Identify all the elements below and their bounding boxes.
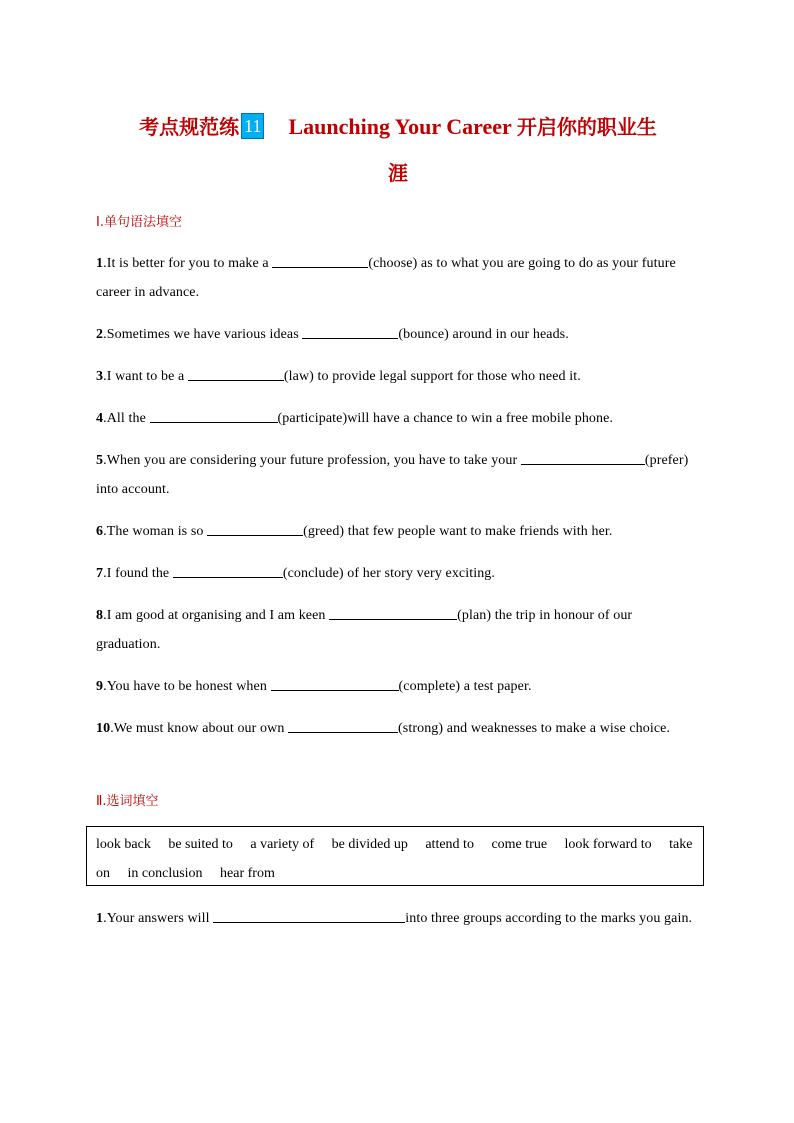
title-chinese: 开启你的职业生 — [516, 115, 657, 139]
word-bank-item: a variety of — [250, 837, 315, 852]
question-4: 4.All the (participate)will have a chance to win a free mobile phone. — [96, 404, 698, 433]
title-prefix: 考点规范练 — [139, 115, 240, 139]
question-2-1: 1.Your answers will into three groups according to the marks you gain. — [96, 904, 698, 933]
exercise-number-badge: 11 — [241, 113, 264, 139]
answer-blank[interactable] — [188, 366, 284, 381]
word-bank-item: be divided up — [331, 837, 408, 852]
question-9: 9.You have to be honest when (complete) a test paper. — [96, 672, 698, 701]
word-bank-item: take on — [96, 837, 693, 881]
answer-blank[interactable] — [329, 605, 457, 620]
word-bank-item: attend to — [425, 837, 474, 852]
question-6: 6.The woman is so (greed) that few people want to make friends with her. — [96, 517, 698, 546]
answer-blank[interactable] — [213, 908, 405, 923]
question-3: 3.I want to be a (law) to provide legal support for those who need it. — [96, 362, 698, 391]
word-bank-item: in conclusion — [127, 866, 203, 881]
question-1: 1.It is better for you to make a (choose) as to what you are going to do as your future career in advance. — [96, 249, 698, 307]
question-8: 8.I am good at organising and I am keen (plan) the trip in honour of our graduation. — [96, 601, 698, 659]
answer-blank[interactable] — [288, 718, 398, 733]
question-5: 5.When you are considering your future profession, you have to take your (prefer) into account. — [96, 446, 698, 504]
section-heading-1: Ⅰ.单句语法填空 — [96, 215, 182, 230]
word-bank — [86, 826, 704, 886]
word-bank-item: hear from — [220, 866, 275, 881]
answer-blank[interactable] — [173, 563, 283, 578]
word-bank-item: be suited to — [168, 837, 233, 852]
question-2: 2.Sometimes we have various ideas (bounce) around in our heads. — [96, 320, 698, 349]
answer-blank[interactable] — [271, 676, 399, 691]
answer-blank[interactable] — [272, 253, 368, 268]
title-chinese-continued: 涯 — [388, 161, 408, 185]
question-7: 7.I found the (conclude) of her story very exciting. — [96, 559, 698, 588]
word-bank-item: come true — [491, 837, 548, 852]
answer-blank[interactable] — [150, 408, 278, 423]
word-bank-item: look forward to — [564, 837, 652, 852]
answer-blank[interactable] — [521, 450, 645, 465]
answer-blank[interactable] — [207, 521, 303, 536]
page-title — [96, 104, 700, 196]
question-10: 10.We must know about our own (strong) and weaknesses to make a wise choice. — [96, 714, 698, 743]
word-bank-item: look back — [96, 837, 151, 852]
title-english: Launching Your Career — [288, 114, 512, 139]
answer-blank[interactable] — [302, 324, 398, 339]
section-heading-2: Ⅱ.选词填空 — [96, 794, 159, 809]
